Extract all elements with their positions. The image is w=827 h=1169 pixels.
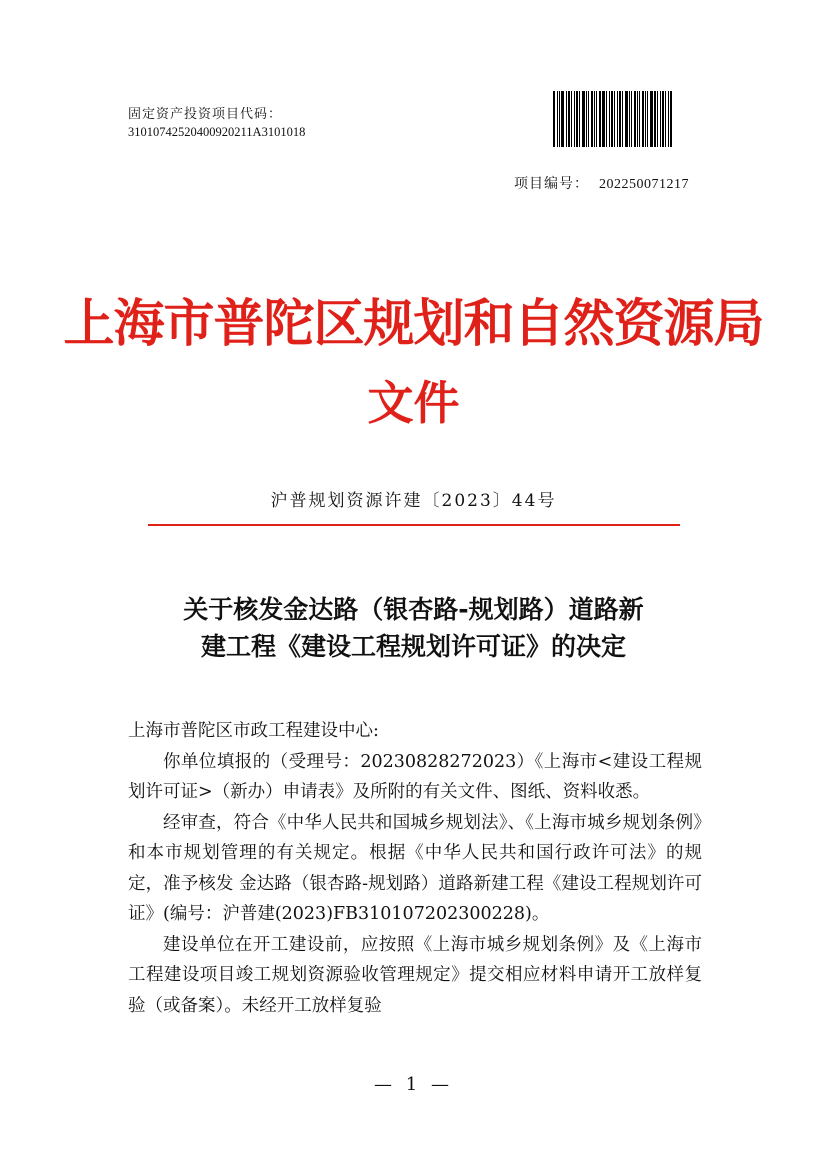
barcode-bar	[596, 91, 597, 147]
barcode-bar	[647, 91, 648, 147]
fixed-asset-code: 3101074252040092021​1A3101018	[128, 125, 306, 139]
body-paragraph: 建设单位在开工建设前，应按照《上海市城乡规划条例》及《上海市工程建设项目竣工规划资源验收管理规定》提交相应材料申请开工放样复验（或备案）。未经开工放样复验	[128, 934, 702, 1016]
barcode-bar	[642, 91, 644, 147]
barcode-bar	[553, 91, 555, 147]
red-divider	[148, 524, 680, 526]
barcode-bar	[622, 91, 623, 147]
barcode-bar	[576, 91, 578, 147]
barcode-bar	[574, 91, 575, 147]
barcode-bar	[625, 91, 628, 147]
barcode-bar	[602, 91, 605, 147]
barcode-bar	[568, 91, 570, 147]
barcode-bar	[660, 91, 661, 147]
barcode-bar	[588, 91, 589, 147]
barcode-bar	[582, 91, 585, 147]
barcode-bar	[654, 91, 656, 147]
title-line-1: 关于核发金达路（银杏路-规划路）道路新	[183, 595, 644, 624]
barcode-bar	[645, 91, 646, 147]
barcode-bar	[631, 91, 632, 147]
barcode-bar	[599, 91, 601, 147]
barcode-bar	[586, 91, 587, 147]
barcode-bar	[634, 91, 636, 147]
document-number: 沪普规划资源许建〔2023〕44号	[270, 491, 557, 511]
project-number-label: 项目编号：	[514, 176, 589, 192]
document-body	[128, 716, 702, 1021]
addressee: 上海市普陀区市政工程建设中心:	[128, 721, 379, 741]
barcode-bar	[619, 91, 621, 147]
barcode-bar	[670, 91, 672, 147]
barcode-bar	[571, 91, 572, 147]
barcode-bar	[617, 91, 618, 147]
barcode-bar	[561, 91, 564, 147]
barcode-bar	[668, 91, 669, 147]
body-paragraph: 你单位填报的（受理号：20230828272023）《上海市<建设工程规划许可证>（新办）申请表》及所附的有关文件、图纸、资料收悉。	[128, 751, 702, 802]
barcode-bar	[650, 91, 653, 147]
document-title	[110, 591, 717, 665]
barcode-bar	[629, 91, 630, 147]
barcode-bar	[606, 91, 607, 147]
barcode-bar	[611, 91, 613, 147]
barcode-bar	[614, 91, 615, 147]
fixed-asset-code-label: 固定资产投资项目代码：	[128, 107, 283, 122]
barcode-bar	[637, 91, 638, 147]
barcode-bar	[665, 91, 666, 147]
barcode-bar	[639, 91, 640, 147]
title-line-2: 建工程《建设工程规划许可证》的决定	[200, 632, 626, 661]
barcode-bar	[579, 91, 580, 147]
barcode-bar	[609, 91, 610, 147]
barcode-bar	[566, 91, 567, 147]
agency-doc-type: 文件	[367, 376, 460, 430]
project-number	[514, 173, 689, 193]
barcode-bar	[557, 91, 558, 147]
barcode-bar	[594, 91, 595, 147]
project-number-value: 202250071217	[599, 177, 689, 192]
barcode-bar	[657, 91, 658, 147]
barcode-image	[553, 91, 699, 147]
page-number: — 1 —	[374, 1074, 453, 1095]
barcode-bar	[559, 91, 560, 147]
barcode-bar	[662, 91, 664, 147]
barcode-bar	[591, 91, 593, 147]
body-paragraph: 经审查，符合《中华人民共和国城乡规划法》、《上海市城乡规划条例》和本市规划管理的有关规定。根据《中华人民共和国行政许可法》的规定，准予核发 金达路（银杏路-规划路）道路新建工程《建设工程规划许可证》(编号：沪普建(2023)FB310107202300228)。	[128, 812, 702, 924]
agency-name: 上海市普陀区规划和自然资源局	[63, 295, 764, 354]
